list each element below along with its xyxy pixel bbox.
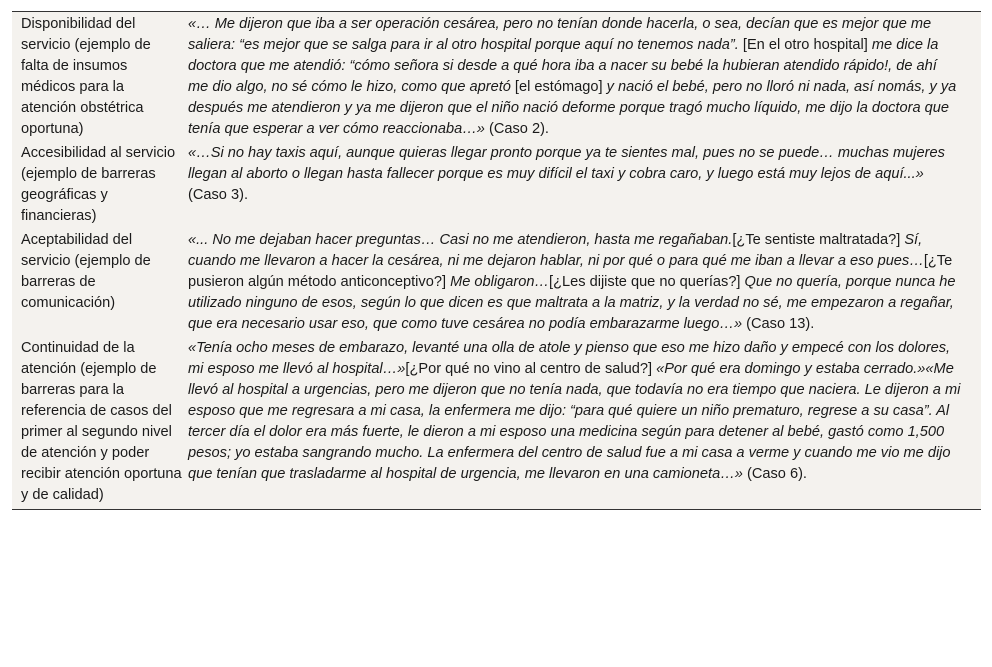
row-category-label: Disponibilidad del servicio (ejemplo de falta de insumos médicos para la atención obstétrica oportuna) <box>21 16 151 137</box>
interviewer-note: [el estómago] <box>510 79 607 95</box>
quote-segment: me dice la doctora que me atendió: “cómo señora si desde a qué hora iba a nacer su bebé la hubieran atendido rápido!, de ahí me dio algo, no sé cómo le hizo, como que apretó <box>188 37 939 95</box>
quote-segment: Sí, cuando me llevaron a hacer la cesárea, ni me dejaron hablar, ni por qué o para qué me iban a llevar a eso pues… <box>188 232 924 269</box>
row-testimony <box>188 12 981 143</box>
row-testimony <box>188 230 981 338</box>
quote-segment: y nació el bebé, pero no lloró ni nada, así nomás, y ya después me atendieron y ya me dijeron que el niño nació deforme porque tragó mucho líquido, me dijo la doctora que tenía que esperar a ver cómo reaccionaba…» <box>188 79 957 137</box>
interviewer-note: [¿Les dijiste que no querías?] <box>549 274 745 290</box>
interviewer-note: [¿Por qué no vino al centro de salud?] <box>405 361 657 377</box>
table-row <box>12 143 981 230</box>
case-reference: (Caso 6). <box>742 466 807 482</box>
quote-segment: «… Me dijeron que iba a ser operación cesárea, pero no tenían donde hacerla, o sea, decían que es mejor que me saliera: “es mejor que se salga para ir al otro hospital porque aquí no tenemos nada”. <box>188 16 932 53</box>
interviewer-note: [En el otro hospital] <box>738 37 872 53</box>
interviewer-note: [¿Te sentiste maltratada?] <box>732 232 905 248</box>
table-row <box>12 12 981 143</box>
row-testimony <box>188 338 981 509</box>
table-row <box>12 230 981 338</box>
row-testimony <box>188 143 981 230</box>
quote-segment: «Por qué era domingo y estaba cerrado.»«Me llevó al hospital a urgencias, pero me dijeron que no tenía nada, que todavía no era tiempo que naciera. Le dijeron a mi esposo que me regresara a mi casa, la enfermera me dijo: “para qué quiere un niño prematuro, regrese a su casa”. Al tercer día el dolor era más fuerte, le dieron a mi esposo una medicina según para detener al bebé, gastó como 1,500 pesos; yo estaba sangrando mucho. La enfermera del centro de salud fue a mi casa a verme y cuando me vio me dijo que tenían que trasladarme al hospital de urgencia, me llevaron en una camioneta…» <box>188 361 961 482</box>
row-category-label: Aceptabilidad del servicio (ejemplo de barreras de comunicación) <box>21 232 151 311</box>
table-row <box>12 338 981 509</box>
interviewer-note: [¿Te pusieron algún método anticonceptivo?] <box>188 253 953 290</box>
case-reference: (Caso 13). <box>742 316 815 332</box>
quote-segment: Que no quería, porque nunca he utilizado ninguno de esos, según lo que dicen es que maltrata a la matriz, y la verdad no sé, me empezaron a regañar, que era necesario usar eso, que como tuve cesárea no podía embarazarme luego…» <box>188 274 956 332</box>
quote-segment: Me obligaron… <box>450 274 550 290</box>
case-reference: (Caso 3). <box>188 187 249 203</box>
case-reference: (Caso 2). <box>484 121 549 137</box>
quote-segment: «Tenía ocho meses de embarazo, levanté una olla de atole y pienso que eso me hizo daño y empecé con los dolores, mi esposo me llevó al hospital…» <box>188 340 951 377</box>
quote-segment: «... No me dejaban hacer preguntas… Casi no me atendieron, hasta me regañaban. <box>188 232 733 248</box>
row-category-label: Accesibilidad al servicio (ejemplo de barreras geográficas y financieras) <box>21 145 176 224</box>
quotes-table-wrapper <box>12 11 981 510</box>
row-category-label: Continuidad de la atención (ejemplo de barreras para la referencia de casos del primer al segundo nivel de atención y poder recibir atención oportuna y de calidad) <box>21 340 182 503</box>
quote-segment: «…Si no hay taxis aquí, aunque quieras llegar pronto porque ya te sientes mal, pues no se puede… muchas mujeres llegan al aborto o llegan hasta fallecer porque es muy difícil el taxi y cobra caro, y luego está muy lejos de aquí...» <box>188 145 945 182</box>
quotes-table <box>12 12 981 509</box>
